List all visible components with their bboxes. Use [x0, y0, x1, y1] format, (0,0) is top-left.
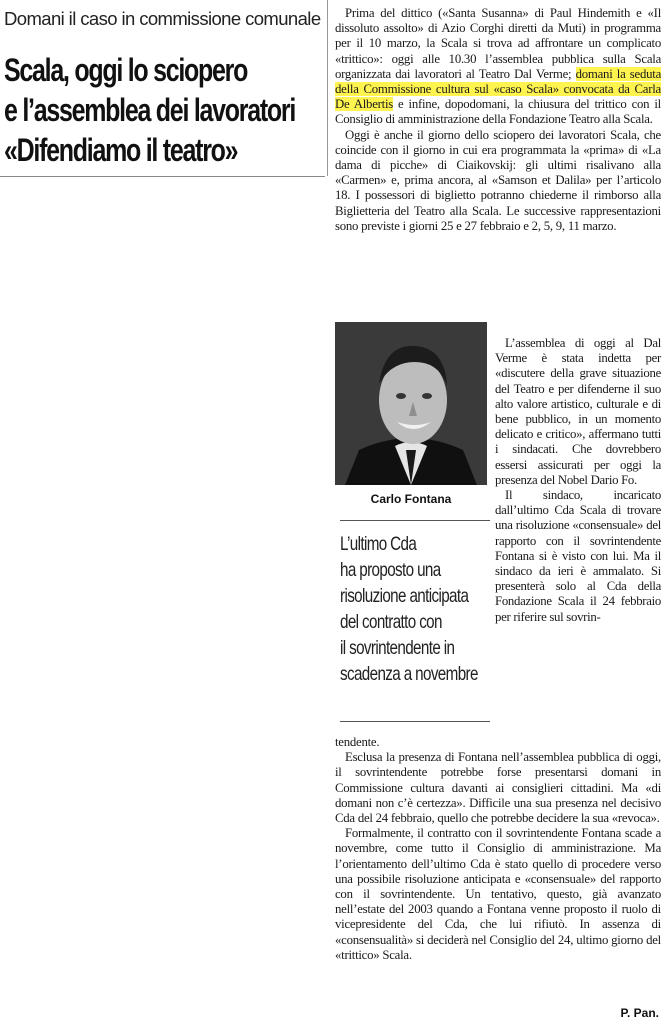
article-text-side: [495, 336, 661, 625]
kicker: Domani il caso in commissione comunale: [4, 8, 321, 29]
portrait-image: [335, 322, 487, 485]
pull-quote-line: risoluzione anticipata: [340, 585, 469, 607]
paragraph: Formalmente, il contratto con il sovrintendente Fontana scade a novembre, come tutto il Consiglio di amministrazione. Ma l’orientamento dell’ultimo Cda è stato quello di procedere verso una possibile risoluzione anticipata e «consensuale» del rapporto con il sovrintendente. Un tentativo, questo, già avanzato nell’estate del 2003 quando a Fontana venne proposto il ruolo di vicepresidente del Cda, che lui rifiutò. In assenza di «consensualità» si deciderà nel Consiglio del 24, ultimo giorno del «trittico» Scala.: [335, 826, 661, 962]
pull-quote-rule: [340, 721, 490, 722]
paragraph-text: e infine, dopodomani, la chiusura del trittico con il Consiglio di amministrazione della Fondazione Teatro alla Scala.: [335, 97, 661, 127]
portrait-photo: [335, 322, 487, 485]
paragraph: tendente.: [335, 735, 380, 749]
article-body: [335, 0, 661, 1024]
paragraph: L’assemblea di oggi al Dal Verme è stata indetta per «discutere della grave situazione del Teatro e per difenderne il suo alto valore artistico, culturale e di bene pubblico, in un momento delicato e critico», affermano tutti i sindacati. Che dovrebbero essersi assicurati per oggi la presenza del Nobel Dario Fo.: [495, 336, 661, 487]
photo-caption: Carlo Fontana: [370, 492, 452, 506]
headline-divider: [0, 176, 325, 177]
headline-line: e l’assemblea dei lavoratori: [4, 92, 296, 128]
pull-quote-line: scadenza a novembre: [340, 663, 478, 685]
highlighted-text: domani la seduta della Commissione cultura sul «caso Scala» convocata da Carla De Albertis: [335, 66, 662, 112]
paragraph: Esclusa la presenza di Fontana nell’assemblea pubblica di oggi, il sovrintendente potrebbe forse presentarsi domani in Commissione cultura davanti ai consiglieri cittadini. Ma «di domani non c’è certezza». Difficile una sua presenza nel decisivo Cda del 24 febbraio, quello che potrebbe decidere la sua «revoca».: [335, 750, 661, 826]
pull-quote-line: L’ultimo Cda: [340, 533, 417, 555]
pull-quote-line: ha proposto una: [340, 559, 441, 581]
pull-quote-line: il sovrintendente in: [340, 637, 455, 659]
headline-block: [0, 0, 325, 190]
headline-line: Scala, oggi lo sciopero: [4, 52, 248, 88]
headline: [4, 50, 296, 170]
headline-line: «Difendiamo il teatro»: [4, 132, 238, 168]
paragraph: Il sindaco, incaricato dall’ultimo Cda Scala di trovare una risoluzione «consensuale» del rapporto con il sovrintendente Fontana si è visto con lui. Ma il sindaco da ieri è ammalato. Si presenterà solo al Cda della Fondazione Scala il 24 febbraio per riferire sul sovrin-: [495, 488, 661, 624]
paragraph: [335, 6, 661, 128]
pull-quote-line: del contratto con: [340, 611, 442, 633]
column-divider: [327, 0, 328, 176]
paragraph-text: Prima del dittico («Santa Susanna» di Paul Hindemith e «Il dissoluto assolto» di Azio Corghi diretti da Muti) in programma per il 10 marzo, la Scala si trova ad affrontare un complicato «trittico»: oggi alle 10.30 l’assemblea pubblica sulla Scala organizzata dai lavoratori al Teatro Dal Verme;: [335, 6, 661, 81]
article-text-top: [335, 6, 661, 234]
author-signature: P. Pan.: [620, 1006, 659, 1020]
paragraph: Oggi è anche il giorno dello sciopero dei lavoratori Scala, che coincide con il giorno in cui era programmata la «prima» di «La dama di picche» di Ciaikovskij: gli ultimi risalivano alla «Carmen» e, prima ancora, al «Samson et Dalila» per l’articolo 18. I possessori di biglietto potranno chiederne il rimborso alla Biglietteria del Teatro alla Scala. Le successive rappresentazioni sono previste i giorni 25 e 27 febbraio e 2, 5, 9, 11 marzo.: [335, 127, 661, 233]
pull-quote: [340, 531, 496, 687]
article-text-bottom: [335, 735, 661, 963]
pull-quote-rule: [340, 520, 490, 521]
